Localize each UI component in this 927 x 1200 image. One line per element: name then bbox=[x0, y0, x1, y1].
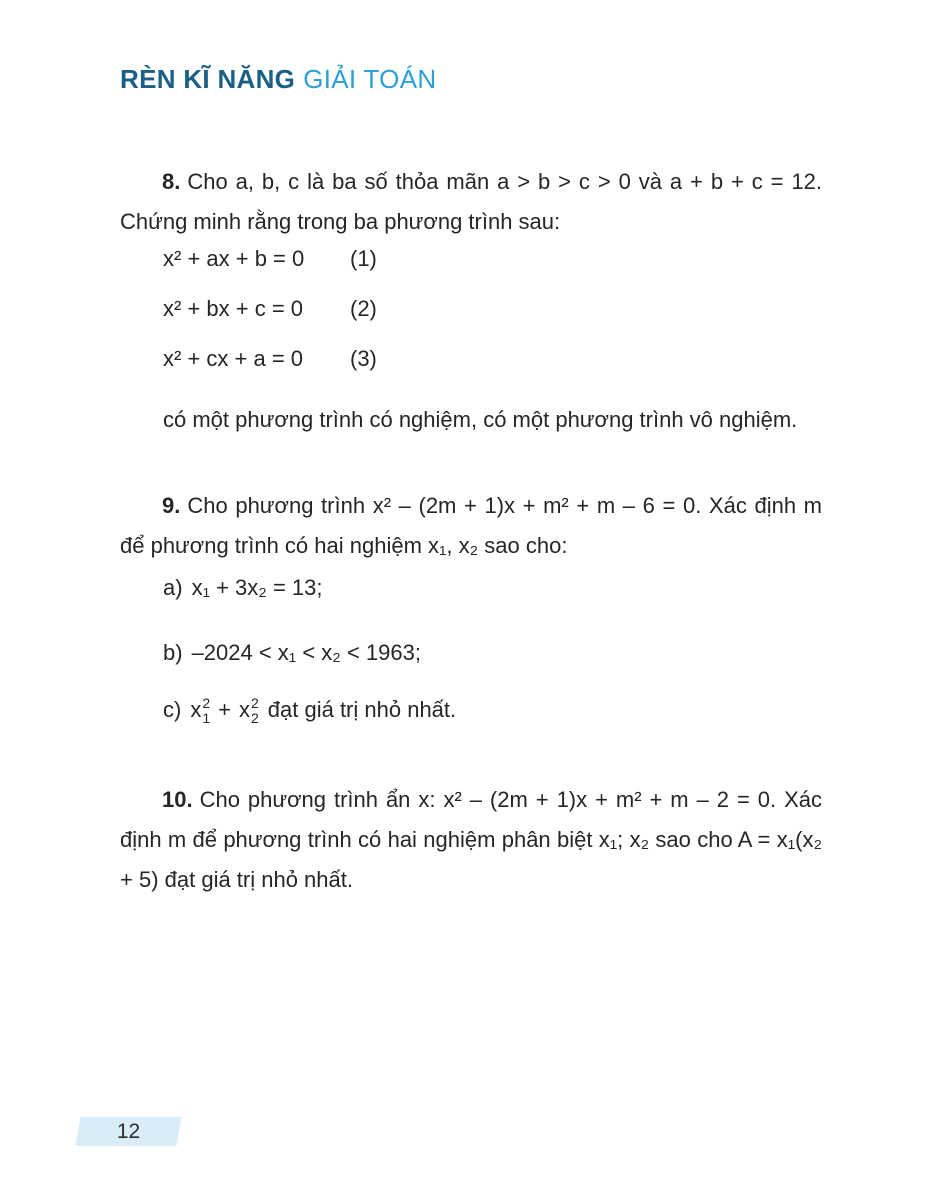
equation-1-label: (1) bbox=[350, 246, 377, 271]
item-c-term2 bbox=[239, 695, 259, 726]
term2-supsub bbox=[251, 696, 259, 727]
problem-10-text: Cho phương trình ẩn x: x² – (2m + 1)x + m² + m – 2 = 0. Xác định m để phương trình có hai nghiệm phân biệt x₁; x₂ sao cho A = x₁(x₂ + 5) đạt giá trị nhỏ nhất. bbox=[120, 787, 822, 892]
problem-9-text: Cho phương trình x² – (2m + 1)x + m² + m – 6 = 0. Xác định m để phương trình có hai nghiệm x₁, x₂ sao cho: bbox=[120, 493, 822, 558]
term1-sup: 2 bbox=[202, 694, 211, 711]
problem-10-statement bbox=[120, 780, 822, 900]
equation-row-3 bbox=[163, 334, 377, 384]
problem-9-item-c bbox=[163, 690, 456, 730]
item-b-label: b) bbox=[163, 640, 183, 665]
page-header bbox=[120, 64, 436, 94]
problem-8-statement bbox=[120, 162, 822, 242]
equation-row-1 bbox=[163, 234, 377, 284]
term1-sub: 1 bbox=[202, 710, 211, 726]
equation-2-label: (2) bbox=[350, 296, 377, 321]
page-number-badge bbox=[75, 1117, 181, 1146]
item-c-operator: + bbox=[218, 697, 231, 722]
equation-1-formula: x² + ax + b = 0 bbox=[163, 246, 305, 271]
problem-9-number: 9. bbox=[162, 493, 181, 518]
header-title-bold: RÈN KĨ NĂNG bbox=[120, 64, 296, 94]
item-b-text: –2024 < x₁ < x₂ < 1963; bbox=[191, 640, 421, 665]
equation-row-2 bbox=[163, 284, 377, 334]
term1-base: x bbox=[190, 697, 202, 722]
term1-supsub bbox=[202, 696, 210, 727]
equation-3-formula: x² + cx + a = 0 bbox=[163, 346, 304, 371]
problem-9-item-b bbox=[163, 633, 456, 673]
problem-9-item-a bbox=[163, 568, 456, 608]
term2-base: x bbox=[238, 697, 250, 722]
item-c-tail: đạt giá trị nhỏ nhất. bbox=[267, 697, 457, 722]
problem-8-equations bbox=[163, 234, 377, 384]
item-c-term1 bbox=[190, 695, 210, 726]
problem-10-number: 10. bbox=[162, 787, 193, 812]
header-title-light: GIẢI TOÁN bbox=[303, 64, 437, 94]
term2-sub: 2 bbox=[250, 710, 259, 726]
item-a-text: x₁ + 3x₂ = 13; bbox=[191, 575, 323, 600]
problem-9-items bbox=[163, 568, 456, 755]
equation-3-label: (3) bbox=[350, 346, 377, 371]
equation-2-formula: x² + bx + c = 0 bbox=[163, 296, 304, 321]
problem-8-conclusion: có một phương trình có nghiệm, có một phương trình vô nghiệm. bbox=[163, 407, 798, 432]
item-c-label: c) bbox=[163, 697, 182, 722]
page-number: 12 bbox=[116, 1120, 141, 1143]
term2-sup: 2 bbox=[250, 694, 259, 711]
item-a-label: a) bbox=[163, 575, 183, 600]
problem-9-statement bbox=[120, 486, 822, 566]
problem-8-text: Cho a, b, c là ba số thỏa mãn a > b > c > 0 và a + b + c = 12. Chứng minh rằng trong ba phương trình sau: bbox=[120, 169, 822, 234]
problem-8-number: 8. bbox=[162, 169, 181, 194]
